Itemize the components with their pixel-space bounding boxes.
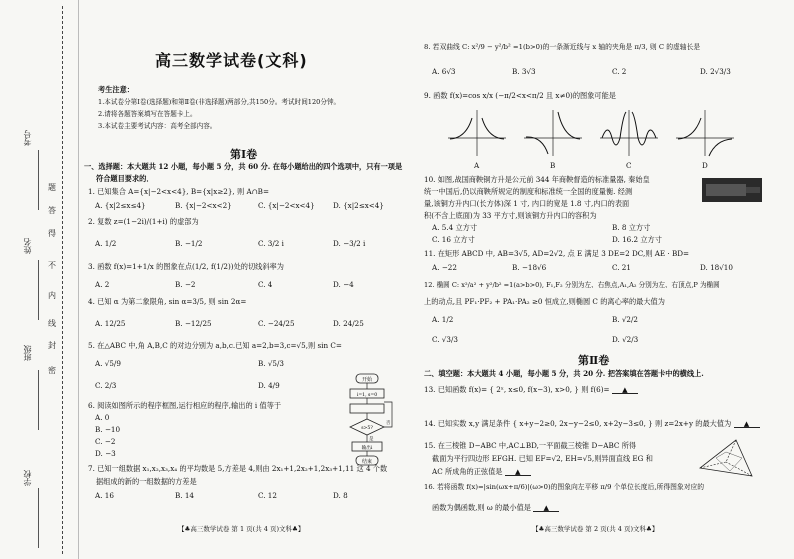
option[interactable]: B. √2/2: [612, 315, 638, 324]
option[interactable]: C. √3/3: [432, 335, 458, 344]
option[interactable]: D. {x|2≤x<4}: [333, 201, 384, 210]
part1-heading: 第Ⅰ卷: [230, 148, 258, 161]
tetrahedron-figure: [696, 438, 760, 478]
option[interactable]: D. −3/2 i: [333, 239, 366, 248]
exam-number-field[interactable]: [38, 150, 39, 210]
notice-heading: 考生注意：: [98, 85, 134, 94]
option[interactable]: A. 0: [95, 413, 110, 422]
exam-title: 高三数学试卷(文科): [155, 51, 308, 70]
question-stem: 16. 若将函数 f(x)=|sin(ωx+π/6)|(ω>0)的图象向左平移 π/9 个单位长度后,所得图象对应的: [424, 483, 705, 491]
option[interactable]: C. {x|−2<x<4}: [258, 201, 315, 210]
q14-text: 14. 已知实数 x,y 满足条件 { x+y−2≥0, 2x−y−2≤0, x+2y−3≤0, } 则 z=2x+y 的最大值为: [424, 419, 732, 428]
option[interactable]: C. 12: [258, 491, 277, 500]
option[interactable]: A. {x|2≤x≤4}: [95, 201, 146, 210]
question-stem: 4. 已知 α 为第二象限角, sin α=3/5, 则 sin 2α=: [88, 297, 247, 306]
seal-line: [62, 6, 63, 554]
graph-option-a[interactable]: [446, 108, 508, 158]
option[interactable]: A. 12/25: [95, 319, 126, 328]
binding-strip: [0, 0, 79, 559]
option[interactable]: A. 6√3: [432, 67, 456, 76]
option[interactable]: C. −2: [95, 437, 116, 446]
question-stem: 6. 阅读如图所示的程序框图,运行相应的程序,输出的 i 值等于: [88, 401, 282, 410]
question-stem: 12. 椭圆 C: x²/a² + y²/b² =1(a>b>0), F₁,F₂ 分别为左、右焦点,A₁,A₂ 分别为左、右顶点,P 为椭圆: [424, 281, 720, 289]
answer-blank[interactable]: ▲: [505, 468, 531, 476]
option[interactable]: C. 21: [612, 263, 631, 272]
notice-item: 1.本试卷分第Ⅰ卷(选择题)和第Ⅱ卷(非选择题)两部分,共150分。考试时间120分钟。: [98, 98, 341, 106]
notice-item: 3.本试卷主要考试内容：高考全部内容。: [98, 122, 217, 130]
seal-char: 题: [48, 183, 56, 192]
seal-char: 不: [48, 261, 56, 270]
answer-blank[interactable]: ▲: [734, 420, 760, 428]
option[interactable]: B. −1/2: [175, 239, 203, 248]
seal-char: 封: [48, 341, 56, 350]
seal-char: 密: [48, 366, 56, 375]
q16-text: 函数为偶函数,则 ω 的最小值是: [432, 503, 531, 512]
option[interactable]: A. 16: [95, 491, 114, 500]
footer-right: 【♣高三数学试卷 第 2 页(共 4 页)文科♣】: [532, 525, 659, 533]
part1-intro-cont: 符合题目要求的．: [96, 174, 154, 183]
option[interactable]: C. −24/25: [258, 319, 295, 328]
question-stem-cont: 据组成的新的一组数据的方差是: [96, 477, 197, 486]
option[interactable]: C. 16 立方寸: [432, 235, 475, 244]
question-stem-cont: 统一中国后,仍以商鞅所规定的制度和标准统一全国的度量衡. 经测: [424, 187, 633, 196]
option[interactable]: D. 16.2 立方寸: [612, 235, 662, 244]
option[interactable]: A. 1/2: [432, 315, 454, 324]
footer-left: 【♣高三数学试卷 第 1 页(共 4 页)文科♣】: [178, 525, 305, 533]
question-stem: 2. 复数 z=(1−2i)/(1+i) 的虚部为: [88, 217, 199, 226]
question-stem: 11. 在矩形 ABCD 中, AB=3√5, AD=2√2, 点 E 满足 3 DE=2 DC,则 AE · BD=: [424, 249, 690, 258]
option[interactable]: D. 4/9: [258, 381, 280, 390]
question-stem-cont: [432, 504, 559, 512]
graph-option-b[interactable]: [522, 108, 584, 158]
question-stem: 7. 已知一组数据 x₁,x₂,x₃,x₄ 的平均数是 5,方差是 4,则由 2x₁+1,2x₂+1,2x₃+1,11 这 4 个数: [88, 464, 388, 473]
part1-intro: 一、选择题：本大题共 12 小题，每小题 5 分，共 60 分. 在每小题给出的四个选项中，只有一项是: [84, 162, 403, 171]
graph-label: B: [550, 161, 556, 170]
answer-blank[interactable]: ▲: [533, 504, 559, 512]
class-field[interactable]: [38, 370, 39, 430]
option[interactable]: D. 2√3/3: [700, 67, 731, 76]
flow-end: 结束: [361, 459, 373, 465]
flow-no: 否: [386, 421, 391, 426]
answer-blank[interactable]: ▲: [612, 386, 638, 394]
option[interactable]: A. 5.4 立方寸: [432, 223, 478, 232]
seal-char: 内: [48, 291, 56, 300]
option[interactable]: B. −2: [175, 280, 196, 289]
seal-char: 得: [48, 229, 56, 238]
class-label: 班级: [23, 345, 32, 361]
question-stem: 1. 已知集合 A={x|−2<x<4}, B={x|x≥2}, 则 A∩B=: [88, 187, 269, 196]
graph-label: D: [702, 161, 708, 170]
flow-start: 开始: [361, 377, 373, 383]
question-stem: 3. 函数 f(x)=1+1/x 的图象在点(1/2, f(1/2))处的切线斜率为: [88, 262, 284, 271]
school-label: 学校: [23, 470, 32, 486]
question-stem-cont: 截面为平行四边形 EFGH. 已知 EF=√2, EH=√5,则异面直线 EG 和: [432, 454, 653, 463]
option[interactable]: C. 4: [258, 280, 273, 289]
question-stem: [424, 386, 638, 394]
flow-init: i=1, s=0: [356, 393, 378, 398]
seal-char: 答: [48, 206, 56, 215]
option[interactable]: A. 1/2: [95, 239, 117, 248]
graph-label: C: [626, 161, 632, 170]
question-stem-cont: [432, 468, 531, 476]
flow-yes: 是: [369, 437, 374, 442]
q13-text: 13. 已知函数 f(x)= { 2ˣ, x≤0, f(x−3), x>0, } 则 f(6)=: [424, 385, 610, 394]
option[interactable]: D. 18√10: [700, 263, 733, 272]
option[interactable]: B. −12/25: [175, 319, 212, 328]
option[interactable]: A. 2: [95, 280, 110, 289]
name-field[interactable]: [38, 260, 39, 320]
q15-text: AC 所成角的正弦值是: [432, 467, 503, 476]
seal-char: 线: [48, 319, 56, 328]
question-stem: [424, 420, 760, 428]
graph-option-d[interactable]: [674, 108, 736, 158]
part2-heading: 第Ⅱ卷: [578, 354, 610, 367]
option[interactable]: B. −10: [95, 425, 121, 434]
option[interactable]: B. 3√3: [512, 67, 536, 76]
question-stem: 8. 若双曲线 C: x²/9 − y²/b² =1(b>0)的一条渐近线与 x 轴的夹角是 π/3, 则 C 的虚轴长是: [424, 43, 701, 51]
option[interactable]: C. 3/2 i: [258, 239, 284, 248]
option[interactable]: B. 8 立方寸: [612, 223, 651, 232]
program-flowchart: [340, 372, 396, 468]
question-stem: 5. 在△ABC 中,角 A,B,C 的对边分别为 a,b,c.已知 a=2,b=3,c=√5,则 sin C=: [88, 341, 342, 350]
school-field[interactable]: [38, 488, 39, 548]
fill-intro: 二、填空题：本大题共 4 小题，每小题 5 分，共 20 分. 把答案填在答题卡中的横线上.: [424, 369, 704, 378]
option[interactable]: A. −22: [432, 263, 457, 272]
option[interactable]: B. √5/3: [258, 359, 284, 368]
graph-label: A: [474, 161, 480, 170]
option[interactable]: B. {x|−2<x<2}: [175, 201, 232, 210]
flow-condition: s>5?: [361, 426, 373, 431]
option[interactable]: D. −3: [95, 449, 116, 458]
question-stem: 15. 在三棱锥 D−ABC 中,AC⊥BD,一平面截三棱锥 D−ABC 所得: [424, 441, 637, 450]
question-stem: 10. 如图,战国商鞅铜方升是公元前 344 年商鞅督造的标准量器, 秦始皇: [424, 175, 650, 184]
graph-option-c[interactable]: [598, 108, 660, 158]
option[interactable]: D. −4: [333, 280, 354, 289]
option[interactable]: D. 8: [333, 491, 348, 500]
exam-number-label: 考号: [23, 130, 32, 146]
bronze-measure-photo: [702, 178, 762, 202]
option[interactable]: B. 14: [175, 491, 194, 500]
question-stem-cont: 量,该铜方升内口(长方体)深 1 寸, 内口的宽是 1.8 寸,内口的表面: [424, 199, 630, 208]
question-stem: 9. 函数 f(x)=cos x/x (−π/2<x<π/2 且 x≠0)的图象可能是: [424, 91, 616, 100]
option[interactable]: D. √2/3: [612, 335, 639, 344]
name-label: 姓名: [23, 238, 32, 254]
flow-output: 输出i: [361, 446, 373, 451]
option[interactable]: A. √5/9: [95, 359, 121, 368]
option[interactable]: D. 24/25: [333, 319, 364, 328]
option[interactable]: B. −18√6: [512, 263, 547, 272]
option[interactable]: C. 2: [612, 67, 627, 76]
option[interactable]: C. 2/3: [95, 381, 117, 390]
question-stem-cont: 积(不含上底面)为 33 平方寸,则该铜方升内口的容积为: [424, 211, 597, 220]
question-stem-cont: 上的动点,且 PF₁·PF₂ + PA₁·PA₂ ≥0 恒成立,则椭圆 C 的离心率的最大值为: [424, 297, 665, 306]
notice-item: 2.请将各题答案填写在答题卡上。: [98, 110, 197, 118]
